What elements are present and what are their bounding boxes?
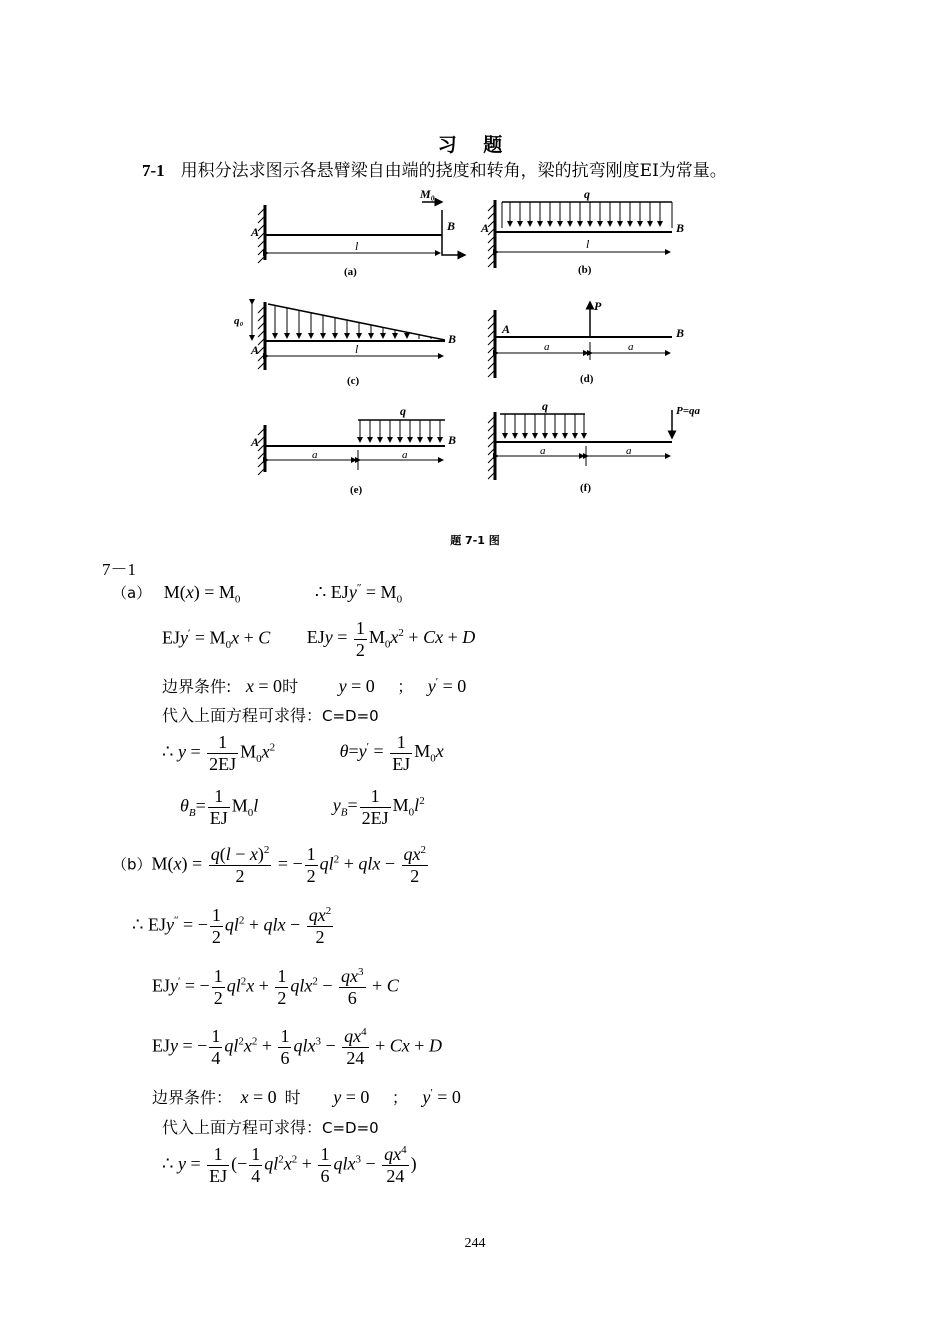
eq-b-3: EJy′ = − $\frac{1}{2}$ $ql^2x$ + $\frac{1}{2}$ qlx$^2$ − $\frac{qx^3}{6}$ + C bbox=[152, 966, 399, 1008]
beam-a bbox=[250, 187, 465, 278]
svg-text:(c): (c) bbox=[347, 375, 360, 387]
svg-text:l: l bbox=[355, 342, 359, 356]
svg-text:a: a bbox=[402, 449, 408, 461]
svg-text:P=qa: P=qa bbox=[676, 405, 700, 417]
eq-b-4: EJy = − $\frac{1}{4}$ $ql^2x^2$ + $\frac{1}{6}$ qlx$^3$ − $\frac{qx^4}{24}$ + Cx + D bbox=[152, 1026, 442, 1068]
svg-text:B: B bbox=[448, 332, 457, 346]
page-title: 习 题 bbox=[437, 134, 513, 156]
svg-text:q: q bbox=[542, 399, 548, 413]
eq-b-boundary: 边界条件： x = 0 时 y = 0 ； y′ = 0 bbox=[152, 1087, 461, 1107]
svg-text:B: B bbox=[676, 221, 685, 235]
svg-text:(f): (f) bbox=[580, 482, 591, 494]
svg-text:q: q bbox=[584, 187, 590, 201]
svg-text:a: a bbox=[312, 449, 318, 461]
eq-b-deflection: ∴ y = $\frac{1}{EJ}$ (− $\frac{1}{4}$ $ql^2x^2$ + $\frac{1}{6}$ qlx$^3$ − $\frac{qx^4}{24}$ ) bbox=[162, 1144, 417, 1186]
beam-e bbox=[250, 404, 456, 496]
eq-a-end: $\theta_B=$ $\frac{1}{EJ}$ $M_0l$ $y_B=$ $\frac{1}{2EJ}$ $M_0l^2$ bbox=[180, 786, 425, 828]
svg-text:q: q bbox=[400, 404, 406, 418]
problem-number: 7-1 bbox=[142, 161, 165, 180]
svg-text:B: B bbox=[448, 433, 457, 447]
svg-text:q₀: q₀ bbox=[234, 315, 244, 327]
svg-text:(b): (b) bbox=[578, 264, 592, 276]
page-number: 244 bbox=[464, 1236, 486, 1251]
solution-heading: 7－1 bbox=[102, 560, 136, 579]
svg-text:(e): (e) bbox=[350, 484, 363, 496]
svg-text:M₀: M₀ bbox=[420, 187, 435, 201]
svg-text:P: P bbox=[594, 299, 602, 313]
eq-b-2: ∴ EJy″ = − $\frac{1}{2}$ $ql^2$ + qlx − $\frac{qx^2}{2}$ bbox=[132, 905, 332, 947]
svg-text:a: a bbox=[544, 341, 550, 353]
svg-text:(a): (a) bbox=[344, 266, 357, 278]
beam-b bbox=[480, 187, 684, 276]
problem-statement bbox=[142, 156, 727, 181]
figure-caption: 题 7-1 图 bbox=[450, 534, 500, 547]
beam-c bbox=[234, 302, 456, 387]
svg-text:a: a bbox=[626, 445, 632, 457]
beam-figure bbox=[234, 180, 730, 520]
svg-text:a: a bbox=[540, 445, 546, 457]
eq-b-1: （b）M(x) = $\frac{q(l - x)^2}{2}$ = − $\frac{1}{2}$ $ql^2$ + qlx − $\frac{qx^2}{2}$ bbox=[112, 844, 426, 886]
label-A: A bbox=[251, 225, 260, 239]
beam-d bbox=[488, 299, 684, 385]
eq-a-deflection: ∴ y = $\frac{1}{2EJ}$ $M_0x^2$ θ=y′ = $\frac{1}{EJ}$ $M_0x$ bbox=[162, 732, 444, 774]
eq-b-cd: 代入上面方程可求得：C=D=0 bbox=[162, 1118, 379, 1137]
svg-text:(d): (d) bbox=[580, 373, 594, 385]
svg-text:a: a bbox=[628, 341, 634, 353]
svg-text:A: A bbox=[251, 343, 260, 357]
beam-f bbox=[488, 399, 700, 494]
svg-text:l: l bbox=[586, 237, 590, 251]
eq-a-1: （a） $M(x) = M_0$ ∴ $EJy'' = M_0$ bbox=[112, 582, 403, 606]
eq-a-2: $EJy' = M_0x + C$ EJy = $\frac{1}{2}$ $M_0x^2 + Cx + D$ bbox=[162, 618, 476, 660]
svg-text:B: B bbox=[447, 219, 456, 233]
eq-a-boundary: 边界条件: x = 0时 y = 0 ； y′ = 0 bbox=[162, 676, 467, 696]
svg-text:A: A bbox=[502, 322, 511, 336]
svg-text:l: l bbox=[355, 239, 359, 253]
problem-text: 用积分法求图示各悬臂梁自由端的挠度和转角，梁的抗弯刚度EI为常量。 bbox=[180, 161, 727, 181]
svg-text:A: A bbox=[481, 221, 490, 235]
svg-text:B: B bbox=[676, 326, 685, 340]
svg-text:A: A bbox=[251, 435, 260, 449]
eq-a-cd: 代入上面方程可求得：C=D=0 bbox=[162, 706, 379, 725]
